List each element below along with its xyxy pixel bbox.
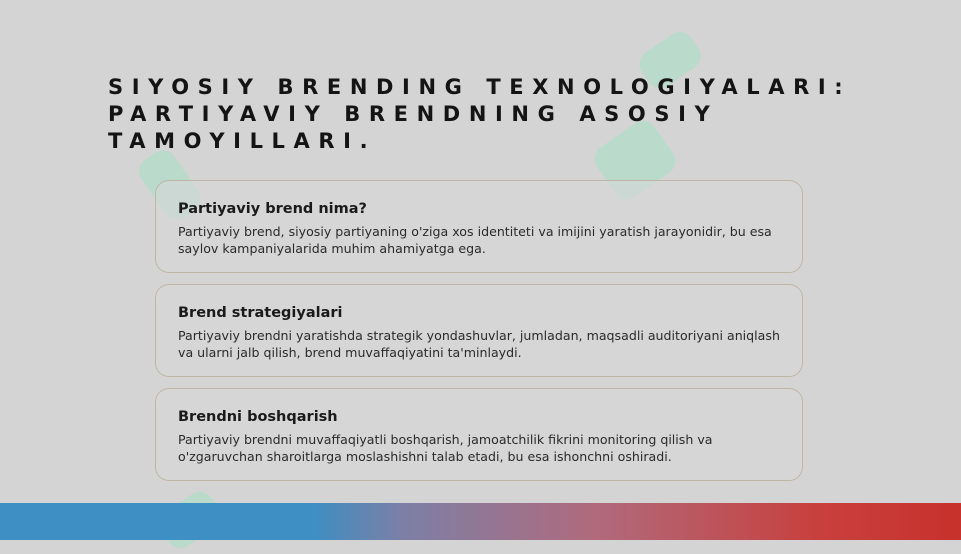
card-body: Partiyaviy brend, siyosiy partiyaning o'ziga xos identiteti va imijini yaratish jarayonidir, bu esa saylov kampaniyalarida muhim ahamiyatga ega. [178,224,772,256]
card-partiyaviy-brend [155,180,803,273]
card-body: Partiyaviy brendni yaratishda strategik yondashuvlar, jumladan, maqsadli auditoriyani aniqlash va ularni jalb qilish, brend muvaffaqiyatini ta'minlaydi. [178,328,780,360]
card-body: Partiyaviy brendni muvaffaqiyatli boshqarish, jamoatchilik fikrini monitoring qilish va o'zgaruvchan sharoitlarga moslashishni talab etadi, bu esa ishonchni oshiradi. [178,432,713,464]
footer-left-block [0,503,318,540]
card-title: Brend strategiyalari [178,305,343,321]
slide-title-line: TAMOYILLARI. [108,129,377,153]
card-brendni-boshqarish [155,388,803,481]
slide-title-line: PARTIYAVIY BRENDNING ASOSIY [108,102,719,126]
slide-title-line: SIYOSIY BRENDING TEXNOLOGIYALARI: [108,75,852,99]
slide-title [108,74,868,155]
card-title: Brendni boshqarish [178,409,338,425]
card-brend-strategiyalari [155,284,803,377]
card-title: Partiyaviy brend nima? [178,201,367,217]
